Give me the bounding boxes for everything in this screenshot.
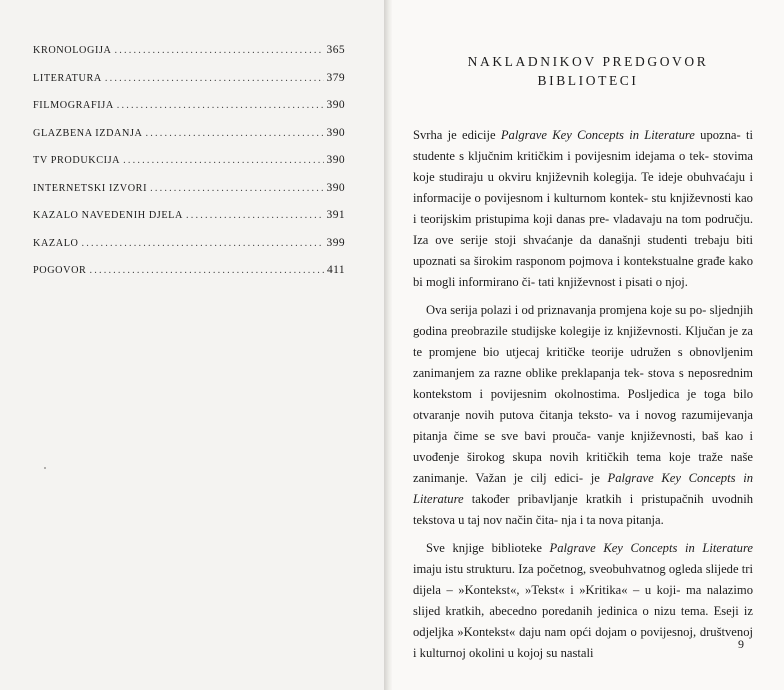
paper-speck [44, 467, 46, 469]
toc-entry [33, 44, 345, 72]
toc-entry [33, 264, 345, 292]
toc-entry [33, 99, 345, 127]
toc-leader-dots [89, 265, 324, 276]
series-title: Palgrave Key Concepts in Literature [500, 128, 695, 142]
toc-leader-dots [81, 238, 323, 249]
toc-entry-title: KAZALO [33, 237, 79, 249]
toc-entry [33, 72, 345, 100]
book-gutter [385, 0, 392, 690]
page-number: 9 [738, 637, 744, 651]
toc-entry-title: TV PRODUKCIJA [33, 155, 121, 166]
body-text [413, 125, 753, 671]
toc-entry-page: 399 [326, 236, 345, 249]
toc-entry-page: 390 [326, 181, 345, 194]
toc-leader-dots [150, 183, 323, 194]
body-paragraph: Sve knjige biblioteke Palgrave Key Concepts in Literature imaju istu strukturu. Iza početnog, sveobuhvatnog ogleda slijede tri dijela – »Kontekst«, »Tekst« i »Kritika« – u koji- ma nalazimo slijed kratkih, abecedno poredanih jedinica o nizu tema. Eseji iz odjeljka »Kontekst« daju nam opći dojam o povijesnoj, društvenoj i kulturnoj okolini u kojoj su nastali [413, 541, 753, 660]
body-paragraph: Svrha je edicije Palgrave Key Concepts in Literature upozna- ti studente s ključnim kritičkim i povijesnim idejama o tek- stovima koje studiraju u okviru književnih kolegija. Te ideje obuhvaćaju i informacije o povijesnom i kulturnom kontek- stu književnosti kao i teorijskim pristupima koji danas pre- vladavaju na tom području. Iza ove serije stoji shvaćanje da današnji studenti trebaju biti upoznati sa širokim rasponom pojmova i kontekstualne građe kako bi mogli informirano či- tati književnost i pisati o njoj. [413, 128, 754, 289]
toc-entry-page: 390 [326, 99, 345, 111]
toc-entry [33, 237, 345, 265]
toc-entry-page: 391 [326, 209, 345, 221]
toc-entry [33, 209, 345, 237]
table-of-contents [33, 44, 345, 292]
toc-entry-page: 411 [326, 264, 345, 276]
chapter-heading [392, 52, 784, 90]
toc-leader-dots [123, 155, 323, 166]
toc-entry [33, 127, 345, 155]
series-title: Palgrave Key Concepts in Literature [549, 541, 753, 555]
toc-leader-dots [114, 45, 323, 56]
toc-entry-title: GLAZBENA IZDANJA [33, 127, 143, 139]
toc-entry-title: FILMOGRAFIJA [33, 100, 114, 111]
toc-entry-title: INTERNETSKI IZVORI [33, 182, 148, 194]
toc-leader-dots [146, 128, 324, 139]
toc-entry-title: KRONOLOGIJA [33, 45, 112, 56]
toc-entry-title: KAZALO NAVEDENIH DJELA [33, 210, 183, 221]
toc-leader-dots [117, 100, 324, 111]
toc-entry [33, 182, 345, 210]
toc-entry-title: LITERATURA [33, 72, 102, 84]
series-title: Palgrave Key Concepts in Literature [413, 471, 753, 506]
toc-entry [33, 154, 345, 182]
toc-entry-title: POGOVOR [33, 265, 87, 276]
chapter-heading-line-1: NAKLADNIKOV PREDGOVOR [467, 54, 709, 69]
body-paragraph: Ova serija polazi i od priznavanja promjena koje su po- sljednjih godina preobrazile studijske kolegije iz književnosti. Ključan je za te promjene bio utjecaj kritičke teorije udružen s obnovljenim zanimanjem za razne oblike preklapanja tek- stova s neposrednim kontekstom i povijesnim okolnostima. Posljedica je toga bilo otvaranje novih putova čitanja teksto- va i novog razumijevanja pitanja čime se sve bavi proučа- vanje književnosti, baš kao i uvođenje širokog skupa novih kritičkih tema koje traže naše zanimanje. Važan je cilj edici- je Palgrave Key Concepts in Literature također pribavljanje kratkih i pristupačnih uvodnih tekstova u taj nov način čita- nja i ta nova pitanja. [413, 303, 754, 527]
toc-leader-dots [186, 210, 324, 221]
left-page [0, 0, 385, 690]
toc-entry-page: 379 [326, 71, 345, 84]
toc-entry-page: 365 [326, 44, 345, 56]
toc-leader-dots [105, 73, 324, 84]
toc-entry-page: 390 [326, 154, 345, 166]
toc-entry-page: 390 [326, 126, 345, 139]
chapter-heading-line-2: BIBLIOTECI [537, 73, 639, 88]
